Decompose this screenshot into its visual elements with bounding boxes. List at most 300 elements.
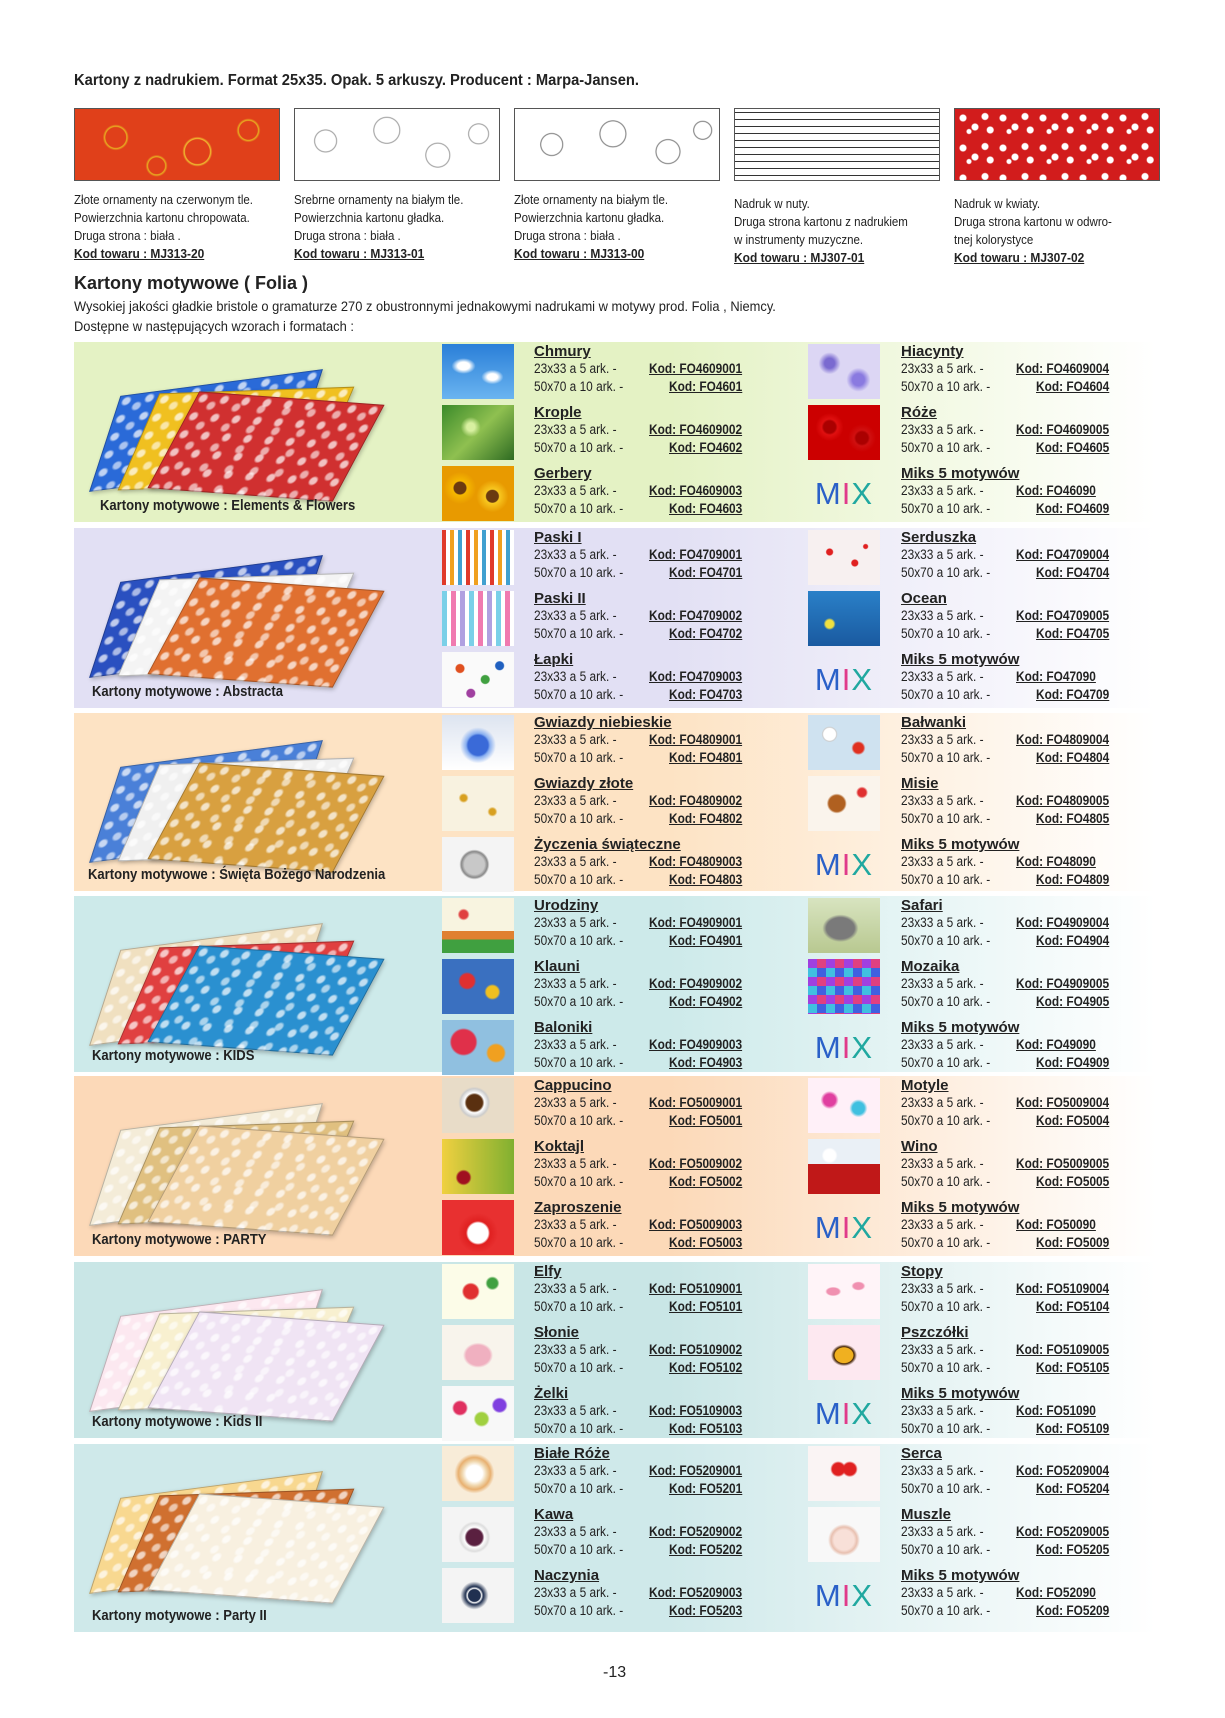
code-value: Kod: FO5209003 (649, 1585, 743, 1600)
product-code (1036, 872, 1109, 887)
pattern-thumbnail (442, 1264, 514, 1319)
mix-letter-m: M (814, 475, 842, 511)
product-code (1016, 1463, 1109, 1478)
product-code (669, 1174, 742, 1189)
mix-letter-i: I (841, 1209, 852, 1245)
pattern-thumbnail (442, 1020, 514, 1075)
product-code (1036, 1481, 1109, 1496)
mix-logo (808, 1200, 880, 1255)
mix-logo (808, 837, 880, 892)
product-code (1036, 1235, 1109, 1250)
size-label: 50x70 a 10 ark. - (901, 1421, 991, 1436)
code-value: Kod: FO4605 (1036, 440, 1110, 455)
size-label: 23x33 a 5 ark. - (534, 1037, 617, 1052)
code-value: Kod: FO4709003 (649, 669, 743, 684)
code-value: Kod: FO4809001 (649, 732, 743, 747)
size-label: 50x70 a 10 ark. - (901, 750, 991, 765)
product-size-line (901, 1037, 984, 1052)
product-code (1016, 669, 1096, 684)
mix-letter-m: M (814, 1029, 842, 1065)
size-label: 50x70 a 10 ark. - (534, 687, 624, 702)
code-value: Kod: FO49090 (1016, 1037, 1096, 1052)
product-size-line (534, 501, 623, 516)
mix-letter-x: X (851, 661, 874, 697)
size-label: 50x70 a 10 ark. - (534, 872, 624, 887)
product-size-line (901, 1113, 990, 1128)
mix-logo (808, 652, 880, 707)
size-label: 50x70 a 10 ark. - (901, 1174, 991, 1189)
code-value: Kod: FO4703 (669, 687, 743, 702)
size-label: 23x33 a 5 ark. - (901, 1095, 984, 1110)
description-line: Złote ornamenty na białym tle. (514, 193, 669, 207)
size-label: 50x70 a 10 ark. - (901, 1235, 991, 1250)
description-line: Druga strona : biała . (294, 229, 401, 243)
size-label: 23x33 a 5 ark. - (534, 608, 617, 623)
product-description (734, 195, 929, 249)
product-size-line (901, 1603, 990, 1618)
size-label: 23x33 a 5 ark. - (534, 483, 617, 498)
pattern-thumbnail (442, 1568, 514, 1623)
product-size-line (534, 811, 623, 826)
code-value: Kod: FO4809002 (649, 793, 743, 808)
product-name: Bałwanki (901, 714, 967, 731)
product-name: Miks 5 motywów (901, 465, 1020, 482)
code-value: Kod: FO5103 (669, 1421, 743, 1436)
product-code (1016, 1095, 1109, 1110)
size-label: 50x70 a 10 ark. - (534, 1603, 624, 1618)
size-label: 23x33 a 5 ark. - (534, 1095, 617, 1110)
code-value: Kod: FO4601 (669, 379, 743, 394)
size-label: 23x33 a 5 ark. - (534, 1524, 617, 1539)
product-code (1016, 608, 1109, 623)
size-label: 50x70 a 10 ark. - (534, 1360, 624, 1375)
product-name: Chmury (534, 343, 591, 360)
code-value: Kod: FO5209001 (649, 1463, 743, 1478)
size-label: 50x70 a 10 ark. - (901, 1603, 991, 1618)
product-size-line (901, 750, 990, 765)
size-label: 50x70 a 10 ark. - (534, 1235, 624, 1250)
size-label: 23x33 a 5 ark. - (534, 1463, 617, 1478)
product-code (649, 1585, 742, 1600)
product-code (1036, 1542, 1109, 1557)
product-name: Słonie (534, 1324, 580, 1341)
product-size-line (534, 915, 617, 930)
product-code (669, 1235, 742, 1250)
size-label: 23x33 a 5 ark. - (901, 422, 984, 437)
product-size-line (901, 1360, 990, 1375)
description-line: tnej kolorystyce (954, 233, 1034, 247)
product-code (669, 933, 742, 948)
pattern-swatch (954, 108, 1160, 181)
product-card (74, 108, 286, 263)
product-name: Urodziny (534, 897, 599, 914)
product-size-line (901, 1217, 984, 1232)
size-label: 23x33 a 5 ark. - (534, 1585, 617, 1600)
product-name: Miks 5 motywów (901, 1199, 1020, 1216)
description-line: Złote ornamenty na czerwonym tle. (74, 193, 253, 207)
product-size-line (534, 1095, 617, 1110)
pattern-swatch (514, 108, 720, 181)
product-size-line (534, 732, 617, 747)
product-size-line (534, 379, 623, 394)
size-label: 23x33 a 5 ark. - (534, 547, 617, 562)
product-code (1016, 547, 1109, 562)
product-code (1036, 1360, 1109, 1375)
code-value: Kod: FO5202 (669, 1542, 743, 1557)
product-size-line (901, 1481, 990, 1496)
product-name: Elfy (534, 1263, 562, 1280)
mix-letter-x: X (851, 846, 874, 882)
category-label: Kartony motywowe : Kids II (92, 1414, 263, 1430)
product-name: Pszczółki (901, 1324, 969, 1341)
size-label: 50x70 a 10 ark. - (534, 750, 624, 765)
pattern-thumbnail (442, 466, 514, 521)
product-code (1016, 854, 1096, 869)
product-name: Cappucino (534, 1077, 612, 1094)
pattern-thumbnail (442, 344, 514, 399)
size-label: 23x33 a 5 ark. - (901, 1524, 984, 1539)
size-label: 23x33 a 5 ark. - (901, 1281, 984, 1296)
intro-text-2: Dostępne w następujących wzorach i formatach : (74, 318, 354, 334)
size-label: 50x70 a 10 ark. - (901, 626, 991, 641)
product-size-line (901, 1156, 984, 1171)
product-name: Hiacynty (901, 343, 964, 360)
size-label: 50x70 a 10 ark. - (534, 994, 624, 1009)
pattern-thumbnail (808, 405, 880, 460)
code-value: Kod: FO5009005 (1016, 1156, 1110, 1171)
product-size-line (901, 379, 990, 394)
pattern-thumbnail (442, 1139, 514, 1194)
product-code (1036, 1603, 1109, 1618)
category-label: Kartony motywowe : Abstracta (92, 684, 283, 700)
product-name: Gerbery (534, 465, 592, 482)
product-code (1036, 626, 1109, 641)
code-value: Kod: FO5209005 (1016, 1524, 1110, 1539)
product-code (669, 1113, 742, 1128)
product-name: Mozaika (901, 958, 960, 975)
pattern-thumbnail (808, 1078, 880, 1133)
pattern-thumbnail (808, 1264, 880, 1319)
description-line: Nadruk w nuty. (734, 197, 810, 211)
pattern-thumbnail (442, 959, 514, 1014)
code-value: Kod: FO4805 (1036, 811, 1110, 826)
product-name: Miks 5 motywów (901, 1385, 1020, 1402)
code-value: Kod: FO5101 (669, 1299, 743, 1314)
product-name: Gwiazdy złote (534, 775, 634, 792)
code-value: Kod: FO4701 (669, 565, 743, 580)
product-code (649, 1095, 742, 1110)
code-value: Kod: FO50090 (1016, 1217, 1096, 1232)
product-name: Krople (534, 404, 582, 421)
product-size-line (901, 1299, 990, 1314)
product-size-line (534, 1524, 617, 1539)
size-label: 50x70 a 10 ark. - (534, 1174, 624, 1189)
product-code: Kod towaru : MJ307-01 (734, 250, 865, 265)
product-size-line (534, 872, 623, 887)
product-card (734, 108, 946, 267)
pattern-thumbnail (442, 591, 514, 646)
mix-letter-m: M (814, 1209, 842, 1245)
product-code: Kod towaru : MJ307-02 (954, 250, 1085, 265)
code-value: Kod: FO4809 (1036, 872, 1110, 887)
product-code (669, 1542, 742, 1557)
size-label: 23x33 a 5 ark. - (901, 854, 984, 869)
size-label: 23x33 a 5 ark. - (534, 1342, 617, 1357)
product-size-line (901, 1174, 990, 1189)
product-description (294, 191, 489, 245)
size-label: 50x70 a 10 ark. - (901, 1055, 991, 1070)
category-label: Kartony motywowe : Elements & Flowers (100, 498, 356, 514)
code-value: Kod: FO4801 (669, 750, 743, 765)
product-code (669, 1603, 742, 1618)
product-code (649, 1037, 742, 1052)
code-value: Kod: FO4804 (1036, 750, 1110, 765)
product-code (649, 1217, 742, 1232)
pattern-thumbnail (808, 1507, 880, 1562)
size-label: 23x33 a 5 ark. - (901, 361, 984, 376)
code-value: Kod: FO4902 (669, 994, 743, 1009)
product-code (1016, 976, 1109, 991)
product-code (1016, 732, 1109, 747)
product-name: Róże (901, 404, 937, 421)
product-code (1016, 1037, 1096, 1052)
product-size-line (534, 626, 623, 641)
product-name: Klauni (534, 958, 580, 975)
pattern-thumbnail (442, 898, 514, 953)
mix-letter-i: I (841, 661, 852, 697)
product-code (1036, 501, 1109, 516)
code-value: Kod: FO4709002 (649, 608, 743, 623)
category-label: Kartony motywowe : Święta Bożego Narodzenia (88, 867, 386, 883)
product-code (669, 626, 742, 641)
size-label: 50x70 a 10 ark. - (534, 1299, 624, 1314)
product-size-line (534, 933, 623, 948)
size-label: 50x70 a 10 ark. - (901, 933, 991, 948)
product-size-line (901, 933, 990, 948)
product-code: Kod towaru : MJ313-01 (294, 246, 425, 261)
pattern-thumbnail (442, 405, 514, 460)
product-size-line (901, 565, 990, 580)
product-code (1036, 565, 1109, 580)
product-size-line (901, 811, 990, 826)
mix-letter-i: I (841, 1577, 852, 1613)
size-label: 50x70 a 10 ark. - (901, 440, 991, 455)
mix-letter-i: I (841, 1029, 852, 1065)
product-name: Miks 5 motywów (901, 1567, 1020, 1584)
code-value: Kod: FO5109 (1036, 1421, 1110, 1436)
product-code (669, 750, 742, 765)
product-size-line (901, 976, 984, 991)
product-size-line (534, 1360, 623, 1375)
product-name: Motyle (901, 1077, 949, 1094)
product-name: Stopy (901, 1263, 943, 1280)
product-card (954, 108, 1166, 267)
product-code (649, 1156, 742, 1171)
product-size-line (901, 547, 984, 562)
code-value: Kod: FO4802 (669, 811, 743, 826)
product-name: Białe Róże (534, 1445, 610, 1462)
code-value: Kod: FO4709005 (1016, 608, 1110, 623)
product-size-line (534, 1481, 623, 1496)
product-code (1016, 1156, 1109, 1171)
product-size-line (901, 361, 984, 376)
code-value: Kod: FO5004 (1036, 1113, 1110, 1128)
pattern-swatch (734, 108, 940, 181)
product-name: Misie (901, 775, 939, 792)
mix-letter-m: M (814, 661, 842, 697)
product-code (649, 976, 742, 991)
product-size-line (901, 1055, 990, 1070)
product-size-line (534, 750, 623, 765)
product-code (669, 1360, 742, 1375)
code-value: Kod: FO5104 (1036, 1299, 1110, 1314)
size-label: 23x33 a 5 ark. - (534, 976, 617, 991)
product-size-line (534, 1463, 617, 1478)
size-label: 23x33 a 5 ark. - (534, 422, 617, 437)
product-name: Miks 5 motywów (901, 1019, 1020, 1036)
pattern-thumbnail (442, 1446, 514, 1501)
size-label: 50x70 a 10 ark. - (534, 1542, 624, 1557)
description-line: Powierzchnia kartonu gładka. (294, 211, 445, 225)
product-code (649, 915, 742, 930)
product-size-line (901, 687, 990, 702)
product-code: Kod towaru : MJ313-20 (74, 246, 205, 261)
product-size-line (534, 1421, 623, 1436)
code-value: Kod: FO4905 (1036, 994, 1110, 1009)
code-value: Kod: FO5109001 (649, 1281, 743, 1296)
page-number: -13 (603, 1664, 627, 1681)
product-name: Kawa (534, 1506, 574, 1523)
code-value: Kod: FO5009 (1036, 1235, 1110, 1250)
product-code (649, 1403, 742, 1418)
pattern-thumbnail (442, 652, 514, 707)
product-size-line (534, 687, 623, 702)
description-line: Druga strona kartonu z nadrukiem (734, 215, 908, 229)
product-code (1036, 1299, 1109, 1314)
description-line: Srebrne ornamenty na białym tle. (294, 193, 464, 207)
product-size-line (534, 994, 623, 1009)
size-label: 23x33 a 5 ark. - (534, 361, 617, 376)
product-name: Serduszka (901, 529, 977, 546)
description-line: Powierzchnia kartonu chropowata. (74, 211, 250, 225)
size-label: 23x33 a 5 ark. - (534, 854, 617, 869)
product-code (1036, 1174, 1109, 1189)
product-size-line (901, 440, 990, 455)
code-value: Kod: FO4909005 (1016, 976, 1110, 991)
product-code (649, 422, 742, 437)
product-code (669, 565, 742, 580)
code-value: Kod: FO4803 (669, 872, 743, 887)
size-label: 50x70 a 10 ark. - (534, 379, 624, 394)
size-label: 23x33 a 5 ark. - (901, 483, 984, 498)
product-code (1016, 1403, 1096, 1418)
product-code (1036, 1055, 1109, 1070)
code-value: Kod: FO5102 (669, 1360, 743, 1375)
product-size-line (534, 608, 617, 623)
product-code (1016, 361, 1109, 376)
product-size-line (534, 1603, 623, 1618)
code-value: Kod: FO4609004 (1016, 361, 1110, 376)
mix-letter-x: X (851, 1395, 874, 1431)
mix-letter-x: X (851, 1209, 874, 1245)
product-size-line (901, 501, 990, 516)
size-label: 23x33 a 5 ark. - (901, 976, 984, 991)
size-label: 50x70 a 10 ark. - (534, 933, 624, 948)
product-code (669, 1421, 742, 1436)
category-label: Kartony motywowe : PARTY (92, 1232, 267, 1248)
pattern-thumbnail (808, 1446, 880, 1501)
mix-logo (808, 466, 880, 521)
product-code (669, 1481, 742, 1496)
size-label: 23x33 a 5 ark. - (534, 1217, 617, 1232)
product-size-line (534, 1403, 617, 1418)
code-value: Kod: FO4909 (1036, 1055, 1110, 1070)
pattern-thumbnail (442, 1507, 514, 1562)
size-label: 23x33 a 5 ark. - (901, 669, 984, 684)
code-value: Kod: FO4709 (1036, 687, 1110, 702)
size-label: 50x70 a 10 ark. - (534, 1421, 624, 1436)
product-code (1036, 1421, 1109, 1436)
product-code (649, 608, 742, 623)
description-line: Druga strona : biała . (74, 229, 181, 243)
code-value: Kod: FO4903 (669, 1055, 743, 1070)
product-code (1036, 379, 1109, 394)
pattern-swatch (294, 108, 500, 181)
product-code (1016, 483, 1096, 498)
product-code (669, 379, 742, 394)
product-size-line (534, 422, 617, 437)
product-size-line (534, 1235, 623, 1250)
size-label: 23x33 a 5 ark. - (534, 1156, 617, 1171)
size-label: 23x33 a 5 ark. - (901, 608, 984, 623)
pattern-thumbnail (808, 1139, 880, 1194)
product-name: Baloniki (534, 1019, 593, 1036)
code-value: Kod: FO4909004 (1016, 915, 1110, 930)
product-name: Ocean (901, 590, 947, 607)
code-value: Kod: FO5009004 (1016, 1095, 1110, 1110)
description-line: Nadruk w kwiaty. (954, 197, 1041, 211)
mix-logo (808, 1568, 880, 1623)
product-code (669, 440, 742, 455)
product-size-line (534, 440, 623, 455)
product-size-line (534, 976, 617, 991)
size-label: 50x70 a 10 ark. - (534, 1113, 624, 1128)
product-size-line (534, 793, 617, 808)
size-label: 23x33 a 5 ark. - (901, 1156, 984, 1171)
code-value: Kod: FO4709001 (649, 547, 743, 562)
size-label: 23x33 a 5 ark. - (901, 1342, 984, 1357)
code-value: Kod: FO4809004 (1016, 732, 1110, 747)
product-size-line (901, 1235, 990, 1250)
product-code (649, 854, 742, 869)
code-value: Kod: FO4704 (1036, 565, 1110, 580)
product-code (649, 547, 742, 562)
product-size-line (901, 422, 984, 437)
product-code (1016, 1217, 1096, 1232)
product-code: Kod towaru : MJ313-00 (514, 246, 645, 261)
code-value: Kod: FO47090 (1016, 669, 1096, 684)
size-label: 50x70 a 10 ark. - (901, 379, 991, 394)
code-value: Kod: FO5009001 (649, 1095, 743, 1110)
product-card (514, 108, 726, 263)
size-label: 50x70 a 10 ark. - (901, 1481, 991, 1496)
code-value: Kod: FO5003 (669, 1235, 743, 1250)
product-size-line (534, 361, 617, 376)
size-label: 23x33 a 5 ark. - (534, 915, 617, 930)
pattern-thumbnail (808, 715, 880, 770)
product-code (1016, 1585, 1096, 1600)
product-name: Żelki (534, 1385, 569, 1402)
